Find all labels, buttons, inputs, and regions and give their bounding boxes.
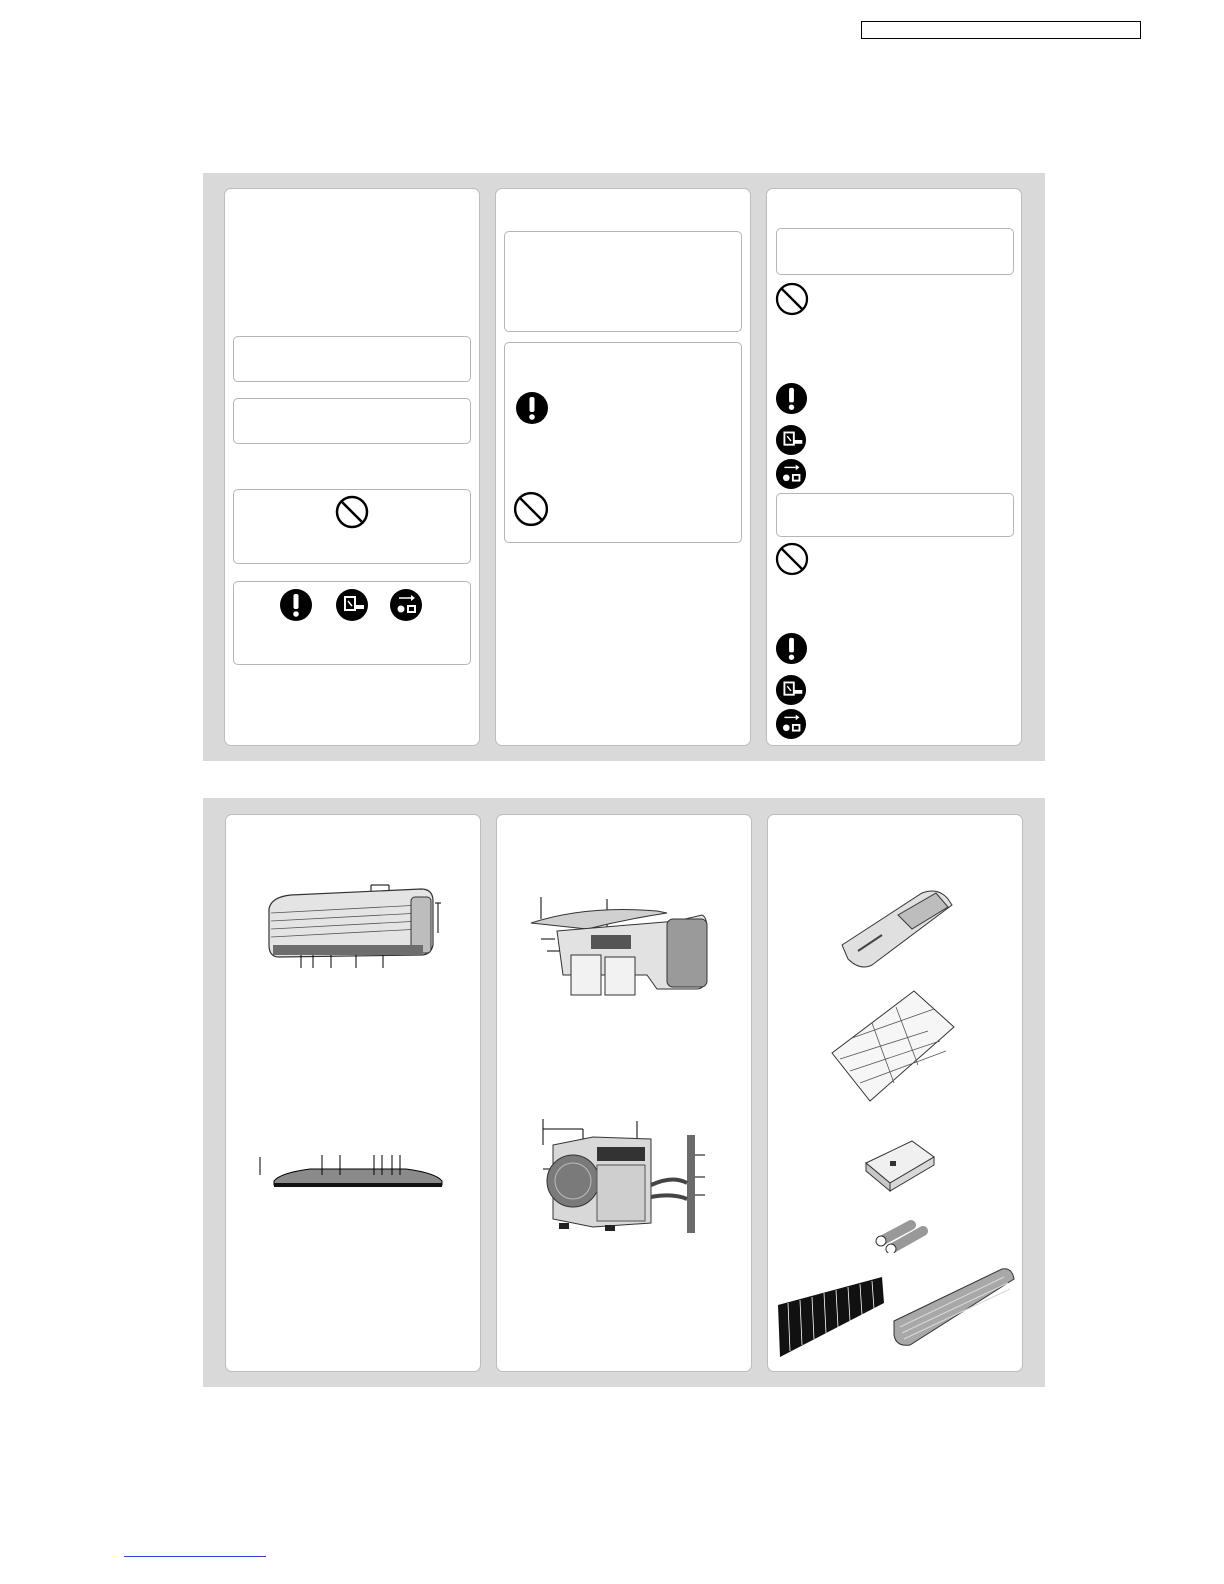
- footer-link[interactable]: [124, 1556, 266, 1557]
- outdoor-unit-illustration: [533, 1115, 708, 1235]
- warning-box-2: [233, 398, 471, 444]
- prohibited-circle-icon: [513, 491, 549, 527]
- indoor-control-panel-illustration: [256, 1153, 446, 1189]
- mandatory-box: [233, 581, 471, 665]
- prohibited-circle-icon: [775, 282, 809, 316]
- remote-control-illustration: [838, 885, 958, 970]
- safety-panel-1: [224, 188, 480, 746]
- deodorizing-filter-illustration: [776, 1275, 888, 1359]
- remote-holder-illustration: [860, 1137, 940, 1193]
- unplug-icon: [335, 588, 369, 622]
- prohibited-box: [233, 489, 471, 564]
- indoor-unit-illustration: [261, 875, 446, 970]
- batteries-illustration: [873, 1219, 933, 1253]
- warning-box-1: [233, 336, 471, 382]
- unplug-icon: [775, 674, 807, 706]
- units-panel: [496, 814, 752, 1372]
- unplug-icon: [775, 424, 807, 456]
- exclamation-icon: [775, 382, 808, 415]
- safety-panel-2: [495, 188, 751, 746]
- accessories-panel: [767, 814, 1023, 1372]
- exclamation-icon: [279, 588, 313, 622]
- prohibited-circle-icon: [775, 542, 809, 576]
- caution-box: [504, 231, 742, 332]
- safety-section: [203, 173, 1045, 761]
- exclamation-icon: [515, 391, 549, 425]
- warning-box-3: [776, 228, 1014, 275]
- safety-panel-3: [766, 188, 1022, 746]
- warning-icons-box: [504, 342, 742, 543]
- disconnect-plug-icon: [775, 458, 807, 490]
- parts-section: [203, 798, 1045, 1387]
- indoor-unit-panel: [225, 814, 481, 1372]
- caution-box-2: [776, 493, 1014, 537]
- disconnect-plug-icon: [389, 588, 423, 622]
- exclamation-icon: [775, 632, 808, 665]
- air-purifying-filter-illustration: [890, 1265, 1016, 1349]
- indoor-unit-open-illustration: [527, 885, 712, 1000]
- prohibited-circle-icon: [335, 495, 369, 529]
- air-filter-illustration: [828, 987, 958, 1105]
- header-box: [861, 21, 1141, 39]
- disconnect-plug-icon: [775, 708, 807, 740]
